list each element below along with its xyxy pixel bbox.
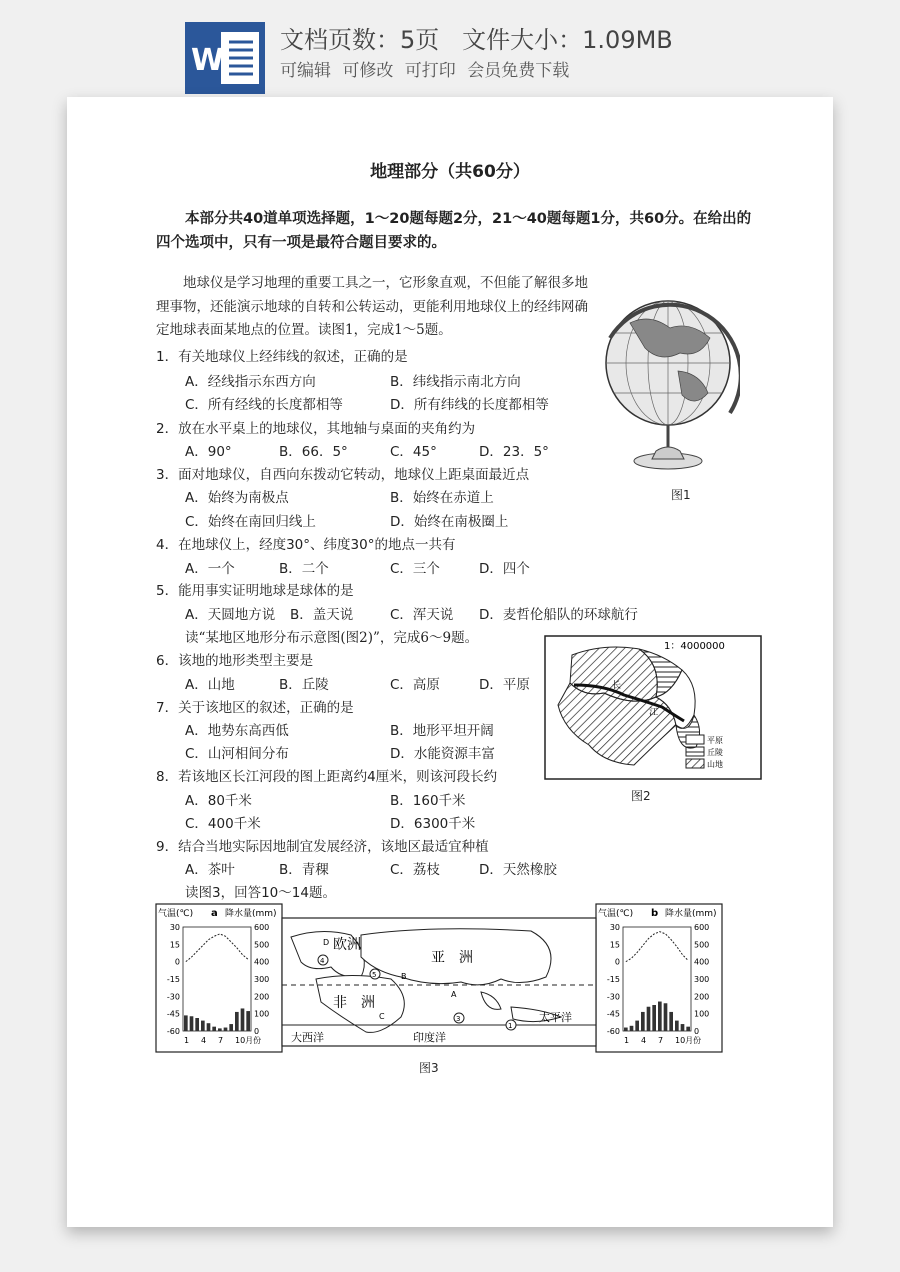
option-7c: C．山河相间分布 bbox=[185, 746, 289, 762]
legend-plain: 平原 bbox=[707, 736, 723, 745]
question-3: 3．面对地球仪，自西向东拨动它转动，地球仪上距桌面最近点 bbox=[156, 467, 530, 483]
chart-b-precip-bar bbox=[681, 1024, 685, 1031]
map-point-5: 5 bbox=[372, 971, 377, 979]
chart-a-x-tick: 1 bbox=[184, 1036, 190, 1045]
option-3b: B．始终在赤道上 bbox=[390, 490, 494, 506]
figure-2-caption: 图2 bbox=[631, 789, 651, 803]
question-8: 8．若该地区长江河段的图上距离约4厘米，则该河段长约 bbox=[156, 769, 498, 785]
chart-a-precip-bar bbox=[235, 1012, 239, 1031]
chart-b-x-tick: 10月份 bbox=[675, 1036, 702, 1045]
chart-a-temp-tick: -30 bbox=[166, 992, 180, 1002]
figure-2-scale: 1：4000000 bbox=[664, 641, 725, 652]
option-2d: D．23．5° bbox=[479, 444, 549, 460]
chart-b-temp-tick: -45 bbox=[606, 1009, 620, 1019]
chart-a-precip-tick: 200 bbox=[254, 992, 270, 1002]
globe-passage: 地球仪是学习地理的重要工具之一，它形象直观，不但能了解很多地理事物，还能演示地球的自转和公转运动，更能利用地球仪上的经纬网确定地球表面某地点的位置。读图1，完成1～5题。 bbox=[156, 275, 588, 338]
section-instructions: 本部分共40道单项选择题，1～20题每题2分，21～40题每题1分，共60分。在给出的四个选项中，只有一项是最符合题目要求的。 bbox=[156, 211, 752, 251]
chart-b-precip-tick: 600 bbox=[694, 923, 710, 932]
download-banner bbox=[0, 0, 900, 100]
chart-a-temp-tick: 15 bbox=[169, 940, 180, 950]
chart-b-x-tick: 1 bbox=[624, 1036, 630, 1045]
chart-b-temp-label: 气温(℃) bbox=[598, 909, 634, 919]
option-3a: A．始终为南极点 bbox=[185, 490, 289, 506]
chart-b-precip-bar bbox=[635, 1021, 639, 1031]
option-4d: D．四个 bbox=[479, 561, 530, 577]
option-7a: A．地势东高西低 bbox=[185, 723, 289, 739]
chart-b-temp-tick: -15 bbox=[606, 975, 620, 984]
word-document-icon bbox=[185, 22, 265, 94]
chart-b-name: b bbox=[651, 908, 659, 919]
chart-a-temp-label: 气温(℃) bbox=[158, 909, 194, 919]
chart-a-precip-bar bbox=[201, 1021, 205, 1031]
chart-b-x-tick: 4 bbox=[641, 1036, 647, 1045]
chart-b-precip-tick: 300 bbox=[694, 975, 710, 984]
chart-b-precip-bar bbox=[686, 1027, 690, 1031]
label-atlantic: 大西洋 bbox=[291, 1031, 324, 1044]
chart-b-temp-tick: 15 bbox=[609, 940, 620, 950]
label-indian: 印度洋 bbox=[413, 1031, 446, 1044]
map-point-c: C bbox=[379, 1012, 385, 1021]
option-3c: C．始终在南回归线上 bbox=[185, 514, 316, 530]
option-5d: D．麦哲伦船队的环球航行 bbox=[479, 607, 638, 623]
chart-a-precip-bar bbox=[207, 1023, 211, 1031]
chart-a-x-tick: 4 bbox=[201, 1036, 207, 1045]
file-features: 可编辑 可修改 可打印 会员免费下载 bbox=[280, 61, 570, 81]
chart-b-temp-tick: -60 bbox=[606, 1027, 620, 1036]
question-5: 5．能用事实证明地球是球体的是 bbox=[156, 583, 354, 599]
option-9d: D．天然橡胶 bbox=[479, 862, 557, 878]
chart-b-precip-bar bbox=[630, 1026, 634, 1031]
option-8b: B．160千米 bbox=[390, 793, 466, 809]
chart-a-precip-tick: 400 bbox=[254, 957, 270, 967]
chart-a-precip-bar bbox=[212, 1027, 216, 1031]
chart-b-precip-bar bbox=[658, 1002, 662, 1031]
option-1d: D．所有纬线的长度都相等 bbox=[390, 397, 549, 413]
figure-3-caption: 图3 bbox=[419, 1061, 439, 1075]
figure-3-world-map bbox=[281, 917, 597, 1047]
chart-b-precip-label: 降水量(mm) bbox=[665, 909, 717, 919]
question-4: 4．在地球仪上，经度30°、纬度30°的地点一共有 bbox=[156, 537, 456, 553]
chart-a-precip-bar bbox=[184, 1015, 188, 1031]
chart-b-precip-tick: 500 bbox=[694, 940, 710, 950]
chart-b-x-tick: 7 bbox=[658, 1036, 664, 1045]
option-7b: B．地形平坦开阔 bbox=[390, 723, 494, 739]
label-africa: 非 洲 bbox=[333, 995, 375, 1011]
option-3d: D．始终在南极圈上 bbox=[390, 514, 509, 530]
chart-a-precip-tick: 0 bbox=[254, 1027, 260, 1036]
chart-b-precip-tick: 400 bbox=[694, 957, 710, 967]
chart-a-precip-bar bbox=[195, 1018, 199, 1031]
option-6a: A．山地 bbox=[185, 677, 235, 693]
chart-a-temp-tick: -45 bbox=[166, 1009, 180, 1019]
chart-b-precip-tick: 200 bbox=[694, 992, 710, 1002]
read-fig3-instruction: 读图3，回答10～14题。 bbox=[185, 885, 336, 901]
chart-a-precip-tick: 500 bbox=[254, 940, 270, 950]
map-point-b: B bbox=[401, 972, 407, 981]
climate-chart-b bbox=[595, 903, 723, 1053]
map-point-a: A bbox=[451, 990, 457, 999]
label-asia: 亚 洲 bbox=[431, 950, 473, 966]
chart-a-precip-bar bbox=[241, 1008, 245, 1031]
label-pacific: 太平洋 bbox=[539, 1011, 572, 1024]
file-info-title: 文档页数：5页 文件大小：1.09MB bbox=[280, 26, 673, 54]
chart-b-precip-bar bbox=[652, 1005, 656, 1031]
chart-a-x-tick: 10月份 bbox=[235, 1036, 262, 1045]
option-5a: A．天圆地方说 bbox=[185, 607, 276, 623]
chart-a-precip-tick: 600 bbox=[254, 923, 270, 932]
chart-a-name: a bbox=[211, 908, 218, 919]
question-9: 9．结合当地实际因地制宜发展经济，该地区最适宜种植 bbox=[156, 839, 489, 855]
option-6c: C．高原 bbox=[390, 677, 440, 693]
chart-a-temp-tick: 30 bbox=[169, 923, 180, 932]
question-7: 7．关于该地区的叙述，正确的是 bbox=[156, 700, 354, 716]
word-icon-letter: W bbox=[191, 43, 225, 78]
option-2c: C．45° bbox=[390, 444, 437, 460]
chart-a-precip-bar bbox=[224, 1028, 228, 1031]
figure-1-caption: 图1 bbox=[671, 488, 691, 502]
legend-mountains: 山地 bbox=[707, 760, 723, 769]
chart-b-precip-bar bbox=[624, 1028, 628, 1031]
option-4c: C．三个 bbox=[390, 561, 440, 577]
option-1b: B．纬线指示南北方向 bbox=[390, 374, 521, 390]
chart-b-precip-bar bbox=[641, 1012, 645, 1031]
chart-b-precip-bar bbox=[675, 1021, 679, 1031]
option-2b: B．66．5° bbox=[279, 444, 348, 460]
chart-b-precip-bar bbox=[647, 1007, 651, 1031]
river-label-chang: 长 bbox=[612, 681, 622, 691]
chart-a-precip-label: 降水量(mm) bbox=[225, 909, 277, 919]
legend-hills: 丘陵 bbox=[707, 748, 723, 757]
chart-b-temp-tick: 0 bbox=[614, 957, 620, 967]
option-6b: B．丘陵 bbox=[279, 677, 329, 693]
map-point-4: 4 bbox=[320, 957, 325, 965]
option-9c: C．荔枝 bbox=[390, 862, 440, 878]
map-point-d: D bbox=[323, 938, 330, 947]
chart-b-temp-tick: 30 bbox=[609, 923, 620, 932]
option-2a: A．90° bbox=[185, 444, 232, 460]
option-8c: C．400千米 bbox=[185, 816, 261, 832]
option-9b: B．青稞 bbox=[279, 862, 329, 878]
option-4b: B．二个 bbox=[279, 561, 329, 577]
chart-b-precip-bar bbox=[669, 1012, 673, 1031]
chart-a-temp-tick: -60 bbox=[166, 1027, 180, 1036]
label-europe: 欧洲 bbox=[333, 937, 361, 953]
chart-b-precip-bar bbox=[664, 1003, 668, 1031]
option-7d: D．水能资源丰富 bbox=[390, 746, 495, 762]
chart-a-precip-bar bbox=[229, 1024, 233, 1031]
option-8a: A．80千米 bbox=[185, 793, 252, 809]
chart-a-precip-tick: 100 bbox=[254, 1009, 270, 1019]
map-point-1: 1 bbox=[508, 1022, 513, 1030]
chart-a-precip-bar bbox=[218, 1028, 222, 1031]
chart-a-temp-tick: 0 bbox=[174, 957, 180, 967]
option-6d: D．平原 bbox=[479, 677, 530, 693]
climate-chart-a bbox=[155, 903, 283, 1053]
read-fig2-instruction: 读“某地区地形分布示意图(图2)”，完成6～9题。 bbox=[185, 630, 479, 646]
option-4a: A．一个 bbox=[185, 561, 235, 577]
chart-b-temp-tick: -30 bbox=[606, 992, 620, 1002]
figure-2-terrain-map bbox=[544, 635, 762, 780]
chart-a-temp-tick: -15 bbox=[166, 975, 180, 984]
option-5b: B．盖天说 bbox=[290, 607, 354, 623]
chart-a-x-tick: 7 bbox=[218, 1036, 224, 1045]
option-8d: D．6300千米 bbox=[390, 816, 476, 832]
option-1c: C．所有经线的长度都相等 bbox=[185, 397, 343, 413]
option-1a: A．经线指示东西方向 bbox=[185, 374, 316, 390]
chart-b-precip-tick: 100 bbox=[694, 1009, 710, 1019]
option-9a: A．茶叶 bbox=[185, 862, 235, 878]
chart-a-precip-tick: 300 bbox=[254, 975, 270, 984]
section-title: 地理部分（共60分） bbox=[370, 162, 530, 182]
document-page bbox=[67, 97, 833, 1227]
river-label-jiang: 江 bbox=[649, 708, 659, 718]
question-1: 1．有关地球仪上经纬线的叙述，正确的是 bbox=[156, 349, 408, 365]
question-6: 6．该地的地形类型主要是 bbox=[156, 653, 314, 669]
question-2: 2．放在水平桌上的地球仪，其地轴与桌面的夹角约为 bbox=[156, 421, 476, 437]
option-5c: C．浑天说 bbox=[390, 607, 454, 623]
chart-a-precip-bar bbox=[246, 1011, 250, 1031]
figure-1-globe bbox=[600, 283, 740, 483]
chart-a-precip-bar bbox=[190, 1016, 194, 1031]
map-point-3: 3 bbox=[456, 1015, 461, 1023]
chart-b-precip-tick: 0 bbox=[694, 1027, 700, 1036]
